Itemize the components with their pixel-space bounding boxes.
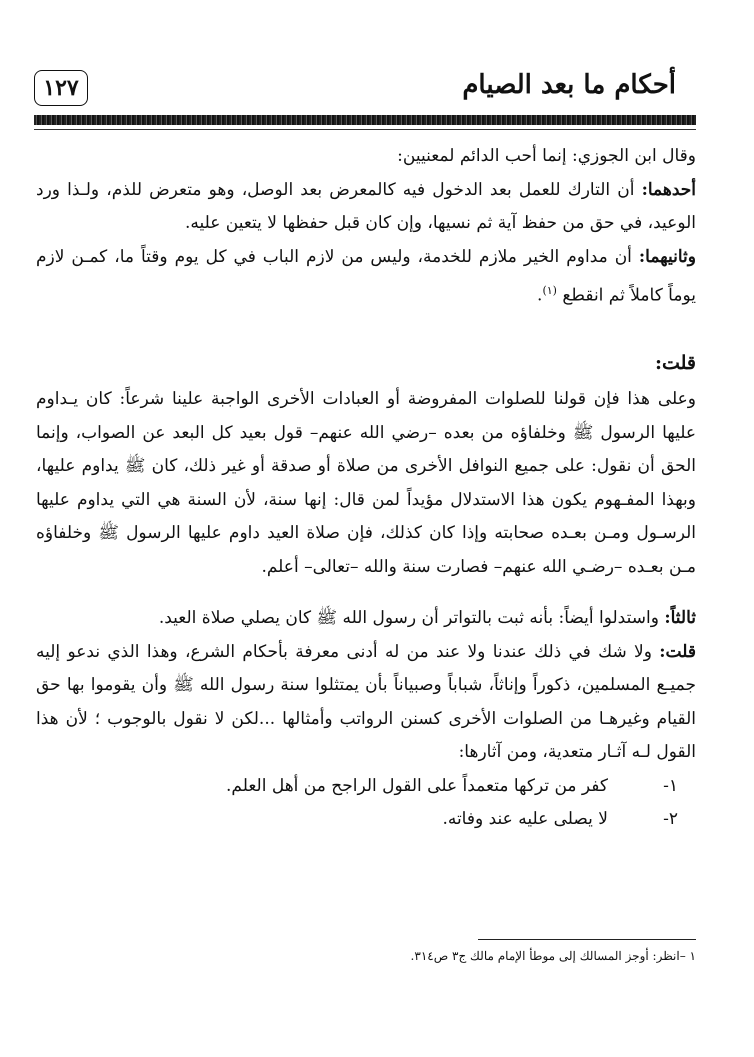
paragraph-2 [36,174,696,241]
paragraph-6-lead: قلت: [659,641,696,662]
header-rule-bar [34,115,696,125]
paragraph-5 [36,602,696,636]
footnote-reference: (١) [542,284,557,297]
running-title: أحكام ما بعد الصيام [462,70,676,100]
paragraph-6-text: ولا شك في ذلك عندنا ولا عند من له أدنى معرفة بأحكام الشرع، وهذا الذي ندعو إليه جميـع المسلمين، ذكوراً وإناثاً، شباباً وصبياناً بأن يمتثلوا سنة رسول الله ﷺ وأن يقوموا بها حق القيام وغيرهـا من الصلوات الأخرى كسنن الرواتب وأمثالها ...لكن لا نقول بالوجوب ؛ لأن هذا القول لـه آثـار متعدية، ومن آثارها: [36,641,696,763]
footnote-rule [478,939,696,940]
paragraph-5-text: واستدلوا أيضاً: بأنه ثبت بالتواتر أن رسول الله ﷺ كان يصلي صلاة العيد. [158,608,665,629]
page-number-badge [34,70,88,106]
paragraph-6 [36,636,696,770]
section-heading-qult: قلت: [654,352,696,375]
body-text [36,140,696,836]
list-item [36,770,696,803]
paragraph-2-text: أن التارك للعمل بعد الدخول فيه كالمعرض بعد الوصل، وهو متعرض للذم، ولـذا ورد الوعيد، في حق من حفظ آية ثم نسيها، وإن كان قبل حفظها لا يتعين عليه. [36,179,696,233]
paragraph-3-end: . [537,285,543,306]
list-item-text: كفر من تركها متعمداً على القول الراجح من أهل العلم. [225,775,608,796]
paragraph-5-lead: ثالثاً: [664,608,696,629]
list-item-number: ١- [663,775,678,796]
spacer [36,584,696,602]
paragraph-4: وعلى هذا فإن قولنا للصلوات المفروضة أو العبادات الأخرى الواجبة علينا شرعاً: كان يـداوم عليها الرسول ﷺ وخلفاؤه من بعده –رضي الله عنهم– قول بعيد كل البعد عن الصواب، وإنما الحق أن نقول: على جميع النوافل الأخرى من صلاة أو صدقة أو غير ذلك، كان ﷺ يداوم عليها، وبهذا المفـهوم يكون هذا الاستدلال مؤيداً لمن قال: إنها سنة، لأن السنة هي التي يداوم عليها الرسـول ومـن بعـده صحابته وإذا كان كذلك، فإن صلاة العيد داوم عليها الرسول ﷺ وخلفاؤه مـن بعـده –رضـي الله عنهم– فصارت سنة والله –تعالى– أعلم. [36,389,696,577]
list-item-number: ٢- [663,808,678,829]
header-rule-thin [34,129,696,130]
paragraph-2-lead: أحدهما: [641,179,696,200]
paragraph-3 [36,241,696,314]
list-item [36,803,696,836]
footnote: ١ –انظر: أوجز المسالك إلى موطأ الإمام مالك ج٣ ص٣١٤. [410,949,696,963]
paragraph-1: وقال ابن الجوزي: إنما أحب الدائم لمعنيين: [397,146,696,166]
list-item-text: لا يصلى عليه عند وفاته. [442,808,608,829]
paragraph-3-text: أن مداوم الخير ملازم للخدمة، وليس من لازم الباب في كل يوم وقتاً ما، كمـن لازم يوماً كاملاً ثم انقطع [36,246,696,306]
spacer [36,313,696,331]
paragraph-3-lead: وثانيهما: [638,246,696,267]
page-number: ١٢٧ [43,75,79,101]
consequences-list [36,770,696,836]
